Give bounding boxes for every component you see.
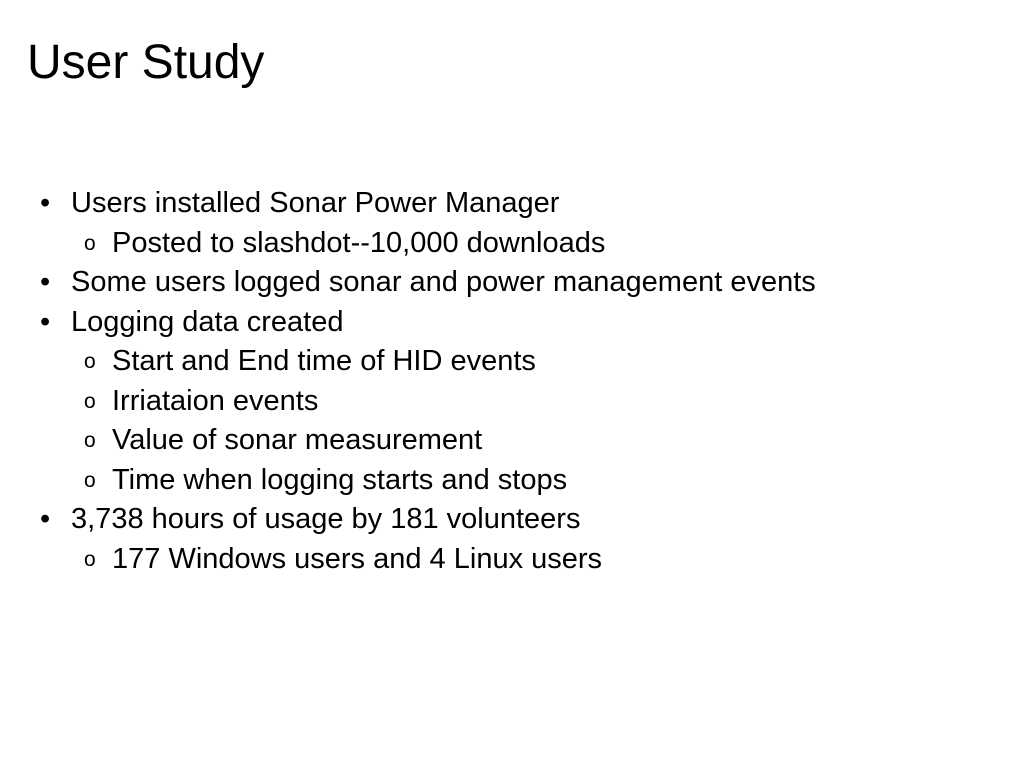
- sub-bullet-text: Irriataion events: [112, 384, 319, 417]
- sub-bullet-item: [0, 342, 1023, 382]
- bullet-text: Logging data created: [71, 305, 344, 338]
- bullet-marker: •: [40, 503, 51, 535]
- sub-bullet-item: [0, 540, 1023, 580]
- bullet-text: Some users logged sonar and power management events: [71, 266, 816, 298]
- sub-bullet-marker: o: [84, 547, 96, 571]
- sub-bullet-marker: o: [84, 389, 96, 413]
- bullet-marker: •: [40, 187, 51, 219]
- bullet-marker: •: [40, 305, 51, 338]
- sub-bullet-item: [0, 382, 1023, 422]
- slide-title: User Study: [27, 36, 265, 89]
- bullet-list: [0, 184, 1023, 579]
- bullet-item: [0, 263, 1023, 303]
- sub-bullet-text: Time when logging starts and stops: [112, 463, 568, 496]
- sub-bullet-text: Posted to slashdot--10,000 downloads: [112, 226, 606, 259]
- sub-bullet-text: Start and End time of HID events: [112, 345, 536, 377]
- sub-bullet-text: Value of sonar measurement: [112, 424, 483, 456]
- sub-bullet-marker: o: [84, 429, 96, 452]
- sub-bullet-marker: o: [84, 350, 96, 373]
- bullet-marker: •: [40, 266, 51, 298]
- bullet-item: [0, 184, 1023, 224]
- bullet-item: [0, 303, 1023, 343]
- sub-bullet-item: [0, 461, 1023, 501]
- sub-bullet-marker: o: [84, 231, 96, 255]
- bullet-text: Users installed Sonar Power Manager: [71, 187, 560, 219]
- sub-bullet-item: [0, 224, 1023, 264]
- bullet-item: [0, 500, 1023, 540]
- sub-bullet-text: 177 Windows users and 4 Linux users: [112, 542, 603, 575]
- sub-bullet-item: [0, 421, 1023, 461]
- sub-bullet-marker: o: [84, 468, 96, 492]
- bullet-text: 3,738 hours of usage by 181 volunteers: [71, 503, 581, 535]
